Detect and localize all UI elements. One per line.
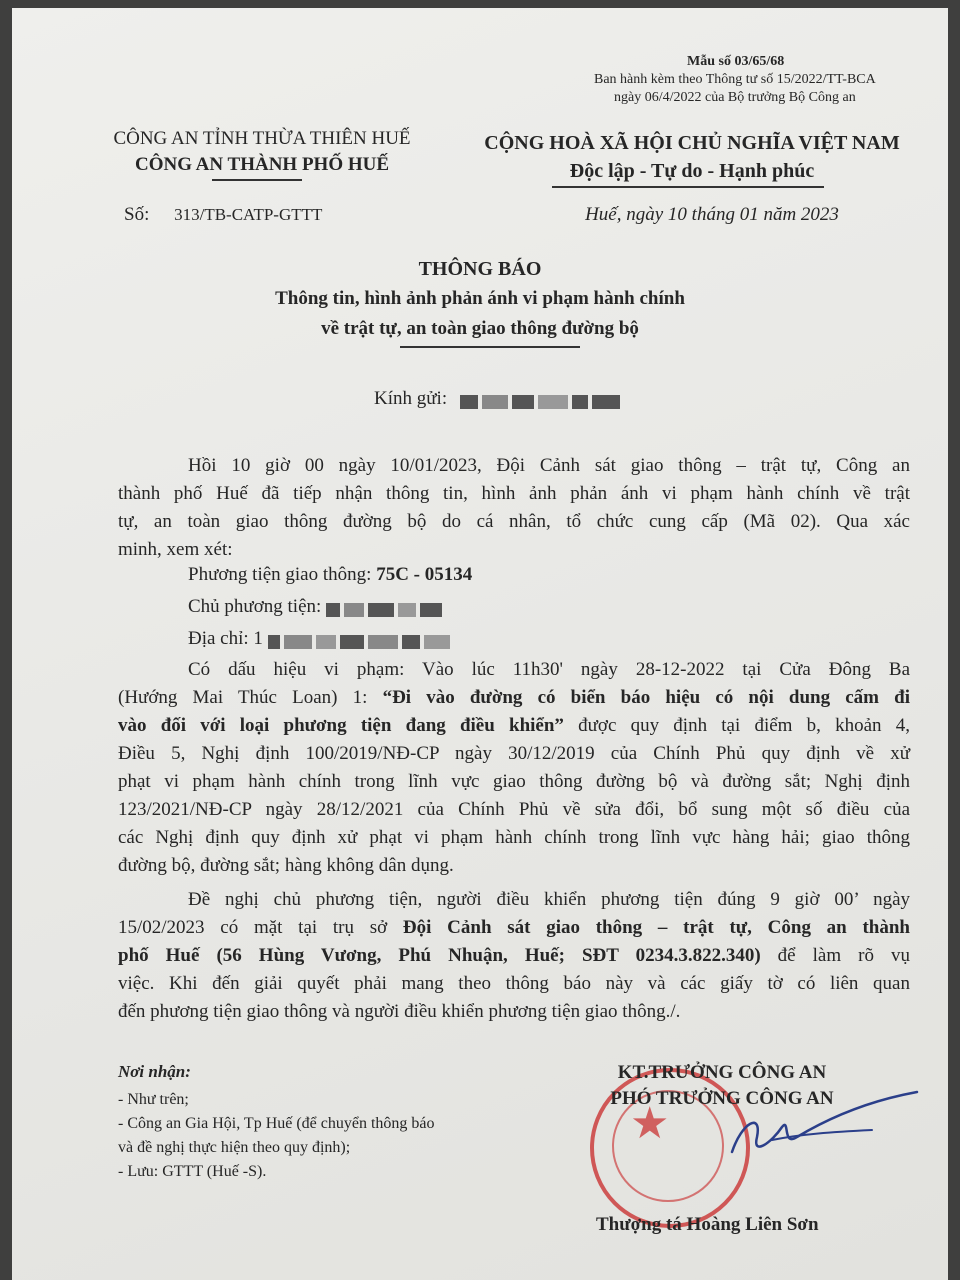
violation-line: phạt vi phạm hành chính trong lĩnh vực giao thông đường bộ và đường sắt; Nghị định [118, 771, 910, 792]
request-line [118, 942, 910, 970]
doc-title: THÔNG BÁO [418, 258, 542, 280]
nation-name: CỘNG HOÀ XÃ HỘI CHỦ NGHĨA VIỆT NAM [484, 132, 900, 154]
violation-offense: vào đối với loại phương tiện đang điều khiển” [118, 715, 564, 736]
violation-line [118, 712, 910, 740]
intro-line: thành phố Huế đã tiếp nhận thông tin, hình ảnh phản ánh vi phạm hành chính về trật [118, 483, 910, 504]
form-issued-date: ngày 06/4/2022 của Bộ trưởng Bộ Công an [614, 90, 856, 105]
request-paragraph [118, 886, 910, 1026]
doc-subtitle-1: Thông tin, hình ảnh phản ánh vi phạm hành chính [275, 288, 685, 309]
recipients-list [118, 1088, 435, 1184]
request-line: đến phương tiện giao thông và người điều khiển phương tiện giao thông./. [118, 1001, 681, 1022]
violation-rule: được quy định tại điểm b, khoản 4, [563, 715, 910, 736]
address-redacted [268, 633, 454, 647]
recipient [374, 388, 624, 410]
request-date: 15/02/2023 có mặt tại trụ sở [118, 917, 403, 938]
agency-underline [212, 179, 302, 181]
signer-name: Thượng tá Hoàng Liên Sơn [596, 1214, 819, 1235]
place-date: Huế, ngày 10 tháng 01 năm 2023 [585, 204, 839, 225]
document-page [12, 8, 948, 1280]
violation-offense: “Đi vào đường có biển báo hiệu có nội dung cấm đi [382, 687, 911, 708]
signature-mark [712, 1082, 932, 1172]
request-line [118, 914, 910, 942]
recipient-item: - Công an Gia Hội, Tp Huế (để chuyển thông báo [118, 1115, 435, 1132]
motto-underline [552, 186, 824, 188]
address-line [188, 628, 454, 650]
recipient-item: - Như trên; [118, 1091, 189, 1108]
form-issued-with: Ban hành kèm theo Thông tư số 15/2022/TT-BCA [594, 72, 876, 87]
request-office: Đội Cảnh sát giao thông – trật tự, Công an thành [402, 917, 911, 938]
recipients-title: Nơi nhận: [118, 1062, 191, 1081]
form-number: Mẫu số 03/65/68 [687, 54, 785, 69]
violation-line: 123/2021/NĐ-CP ngày 28/12/2021 của Chính Phủ về sửa đổi, bổ sung một số điều của [118, 799, 910, 820]
intro-line: minh, xem xét: [118, 539, 233, 560]
vehicle-label: Phương tiện giao thông: [188, 564, 372, 585]
doc-number-label: Số: [124, 204, 150, 225]
signature-role-1: KT.TRƯỞNG CÔNG AN [617, 1062, 827, 1083]
intro-paragraph [118, 452, 910, 564]
title-underline [400, 346, 580, 348]
violation-line: đường bộ, đường sắt; hàng không dân dụng. [118, 855, 454, 876]
intro-line: Hồi 10 giờ 00 ngày 10/01/2023, Đội Cảnh sát giao thông – trật tự, Công an [188, 455, 910, 476]
address-label: Địa chỉ: 1 [188, 628, 263, 649]
agency-name: CÔNG AN THÀNH PHỐ HUẾ [134, 154, 390, 175]
request-address: phố Huế (56 Hùng Vương, Phú Nhuận, Huế; SĐT 0234.3.822.340) [118, 945, 761, 966]
doc-number [124, 204, 322, 226]
recipient-item: - Lưu: GTTT (Huế -S). [118, 1163, 267, 1180]
recipient-item: và đề nghị thực hiện theo quy định); [118, 1139, 351, 1156]
intro-line: tự, an toàn giao thông đường bộ do cá nhân, tổ chức cung cấp (Mã 02). Qua xác [118, 511, 910, 532]
violation-paragraph [118, 656, 910, 880]
recipient-redacted [460, 393, 624, 407]
request-purpose: để làm rõ vụ [760, 945, 910, 966]
agency-parent: CÔNG AN TỈNH THỪA THIÊN HUẾ [113, 128, 411, 149]
nation-motto: Độc lập - Tự do - Hạnh phúc [569, 160, 815, 182]
violation-location: (Hướng Mai Thúc Loan) 1: [118, 687, 383, 708]
signature-role-2: PHÓ TRƯỞNG CÔNG AN [610, 1088, 834, 1109]
doc-subtitle-2: về trật tự, an toàn giao thông đường bộ [321, 318, 639, 339]
seal-star-icon: ★ [630, 1099, 670, 1148]
violation-line: Điều 5, Nghị định 100/2019/NĐ-CP ngày 30/12/2019 của Chính Phủ quy định về xử [118, 743, 910, 764]
doc-number-value: 313/TB-CATP-GTTT [174, 205, 323, 224]
request-line: Đề nghị chủ phương tiện, người điều khiển phương tiện đúng 9 giờ 00’ ngày [188, 889, 910, 910]
owner-line [188, 596, 446, 618]
vehicle-plate: 75C - 05134 [376, 564, 473, 585]
violation-line: Có dấu hiệu vi phạm: Vào lúc 11h30' ngày 28-12-2022 tại Cửa Đông Ba [188, 659, 910, 680]
owner-label: Chủ phương tiện: [188, 596, 322, 617]
violation-line: các Nghị định quy định xử phạt vi phạm hành chính trong lĩnh vực hàng hải; giao thông [118, 827, 910, 848]
vehicle-line [188, 564, 472, 586]
recipient-label: Kính gửi: [374, 388, 448, 409]
request-line: việc. Khi đến giải quyết phải mang theo thông báo này và các giấy tờ có liên quan [118, 973, 910, 994]
violation-line [118, 684, 910, 712]
owner-redacted [326, 601, 446, 615]
